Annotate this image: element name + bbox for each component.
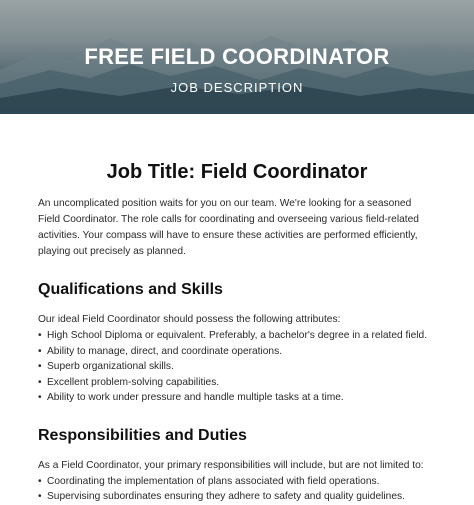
banner-subtitle: JOB DESCRIPTION bbox=[170, 80, 304, 95]
list-item bbox=[38, 474, 436, 490]
list-item bbox=[38, 328, 436, 344]
section-heading-responsibilities: Responsibilities and Duties bbox=[38, 426, 247, 444]
bullet-icon: • bbox=[38, 392, 42, 403]
responsibilities-list bbox=[38, 474, 436, 505]
list-item bbox=[38, 359, 436, 375]
header-banner bbox=[0, 0, 474, 114]
list-item-text: Excellent problem-solving capabilities. bbox=[47, 376, 220, 388]
list-item bbox=[38, 390, 436, 406]
bullet-icon: • bbox=[38, 330, 42, 341]
responsibilities-lead: As a Field Coordinator, your primary responsibilities will include, but are not limited to: bbox=[38, 459, 424, 471]
bullet-icon: • bbox=[38, 376, 42, 388]
qualifications-lead: Our ideal Field Coordinator should possess the following attributes: bbox=[38, 314, 341, 325]
bullet-icon: • bbox=[38, 345, 42, 357]
list-item bbox=[38, 489, 436, 505]
banner-title: FREE FIELD COORDINATOR bbox=[84, 44, 390, 69]
job-title-heading: Job Title: Field Coordinator bbox=[106, 161, 368, 183]
list-item-text: Ability to manage, direct, and coordinate operations. bbox=[47, 345, 283, 357]
list-item-text: Superb organizational skills. bbox=[47, 361, 174, 372]
list-item bbox=[38, 344, 436, 360]
intro-paragraph: An uncomplicated position waits for you on our team. We're looking for a seasoned Field Coordinator. The role calls for coordinating and overseeing various field-related activities. Your compass will have to ensure these activities are performed efficiently, playing out precisely as planned. bbox=[38, 198, 419, 257]
list-item-text: Coordinating the implementation of plans associated with field operations. bbox=[47, 475, 380, 487]
list-item-text: Ability to work under pressure and handle multiple tasks at a time. bbox=[47, 392, 344, 403]
list-item-text: High School Diploma or equivalent. Preferably, a bachelor's degree in a related field. bbox=[47, 330, 428, 341]
bullet-icon: • bbox=[38, 361, 42, 372]
document-body bbox=[0, 160, 474, 505]
list-item-text: Supervising subordinates ensuring they adhere to safety and quality guidelines. bbox=[47, 491, 405, 502]
qualifications-list bbox=[38, 328, 436, 406]
bullet-icon: • bbox=[38, 475, 42, 487]
section-heading-qualifications: Qualifications and Skills bbox=[38, 281, 223, 298]
list-item bbox=[38, 375, 436, 391]
bullet-icon: • bbox=[38, 491, 42, 502]
